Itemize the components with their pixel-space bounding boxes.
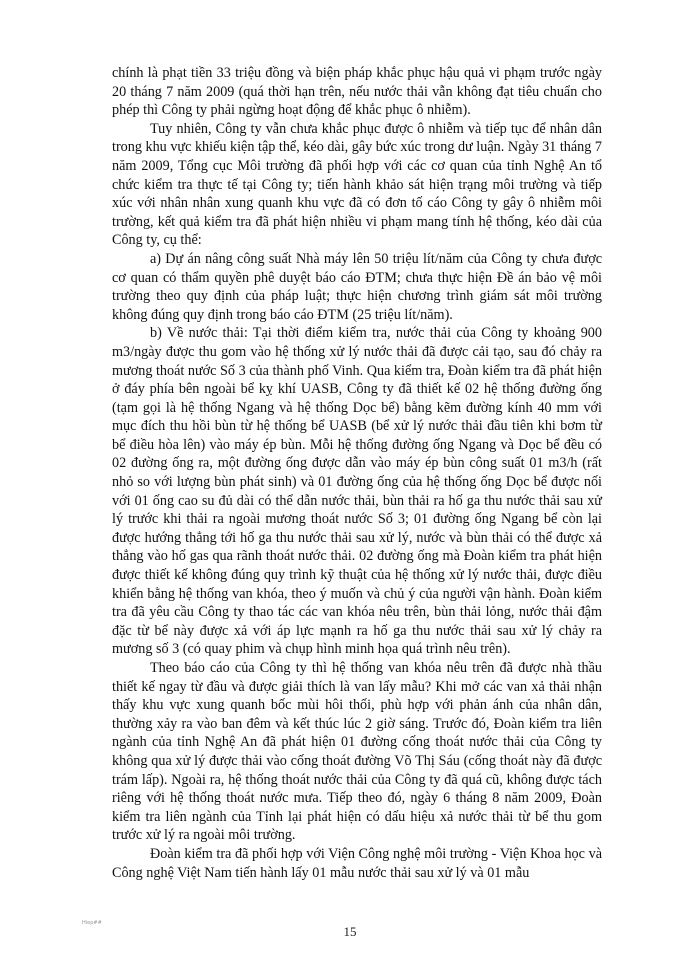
paragraph-item-a: a) Dự án nâng công suất Nhà máy lên 50 triệu lít/năm của Công ty chưa được cơ quan có thẩm quyền phê duyệt báo cáo ĐTM; chưa thực hiện Đề án bảo vệ môi trường theo quy định của pháp luật; thực hiện chương trình giám sát môi trường không đúng quy định trong báo cáo ĐTM (25 triệu lít/năm).	[112, 250, 602, 323]
paragraph: Tuy nhiên, Công ty vẫn chưa khắc phục được ô nhiễm và tiếp tục để nhân dân trong khu vực khiếu kiện tập thể, kéo dài, gây bức xúc trong dư luận. Ngày 31 tháng 7 năm 2009, Tổng cục Môi trường đã phối hợp với các cơ quan của tỉnh Nghệ An tổ chức kiểm tra thực tế tại Công ty; tiến hành khảo sát hiện trạng môi trường và tiếp xúc với nhân nhân xung quanh khu vực đã có đơn tố cáo Công ty gây ô nhiễm môi trường, kết quả kiểm tra đã phát hiện nhiều vi phạm mang tính hệ thống, kéo dài của Công ty, cụ thể:	[112, 120, 602, 249]
footer-mark: Hiep##	[82, 920, 102, 926]
page-number: 15	[343, 924, 357, 939]
paragraph: Đoàn kiểm tra đã phối hợp với Viện Công nghệ môi trường - Viện Khoa học và Công nghệ Việt Nam tiến hành lấy 01 mẫu nước thải sau xử lý và 01 mẫu	[112, 845, 602, 881]
paragraph: Theo báo cáo của Công ty thì hệ thống van khóa nêu trên đã được nhà thầu thiết kế ngay từ đầu và được giải thích là van lấy mẫu? Khi mở các van xả thải nhận thấy khu vực xung quanh bốc mùi hôi thối, phù hợp với phản ánh của nhân dân, thường xảy ra vào ban đêm và kết thúc lúc 2 giờ sáng. Trước đó, Đoàn kiểm tra liên ngành của tỉnh Nghệ An đã phát hiện 01 đường cống thoát nước thải của Công ty không qua xử lý được thải vào cống thoát đường Võ Thị Sáu (cống thoát này đã được trám lấp). Ngoài ra, hệ thống thoát nước thải của Công ty đã quá cũ, không được tách riêng với hệ thống thoát nước mưa. Tiếp theo đó, ngày 6 tháng 8 năm 2009, Đoàn kiểm tra liên ngành của Tỉnh lại phát hiện có dấu hiệu xả nước thải từ bể thu gom trước xử lý ra ngoài môi trường.	[112, 660, 602, 844]
paragraph-continuation: chính là phạt tiền 33 triệu đồng và biện pháp khắc phục hậu quả vi phạm trước ngày 20 tháng 7 năm 2009 (quá thời hạn trên, nếu nước thải vẫn không đạt tiêu chuẩn cho phép thì Công ty phải ngừng hoạt động để khắc phục ô nhiễm).	[112, 65, 602, 119]
body-text	[112, 64, 602, 882]
paragraph-item-b: b) Về nước thải: Tại thời điểm kiểm tra, nước thải của Công ty khoảng 900 m3/ngày được thu gom vào hệ thống xử lý nước thải đã được cải tạo, sau đó chảy ra mương thoát nước Số 3 của thành phố Vinh. Qua kiểm tra, Đoàn kiểm tra đã phát hiện ở đáy phía bên ngoài bể kỵ khí UASB, Công ty đã thiết kế 02 hệ thống đường ống (tạm gọi là hệ thống Ngang và hệ thống Dọc bể) bằng kẽm đường kính 40 mm với mục đích thu hồi bùn từ hệ thống bể UASB (bể xử lý nước thải đầu tiên khi bơm từ bể điều hòa lên) vào máy ép bùn. Mỗi hệ thống đường ống Ngang và Dọc bể đều có 02 đường ống ra, một đường ống được dẫn vào máy ép bùn công suất 01 m3/h (rất nhỏ so với lượng bùn phát sinh) và 01 đường ống của hệ thống ống Dọc bể được nối với 01 ống cao su đủ dài có thể dẫn nước thải, bùn thải ra hố ga thu nước thải sau xử lý trước khi thải ra ngoài mương thoát nước Số 3; 01 đường ống Ngang bể còn lại được hướng thẳng tới hố ga thu nước thải sau xử lý, nước và bùn thải có thể được xả thẳng vào hố gas qua rãnh thoát nước thải. 02 đường ống mà Đoàn kiểm tra phát hiện được thiết kế không đúng quy trình kỹ thuật của hệ thống xử lý nước thải, được điều khiển bằng hệ thống van khóa, theo ý muốn và chủ ý của người vận hành. Đoàn kiểm tra đã yêu cầu Công ty thao tác các van khóa nêu trên, bùn thải lỏng, nước thải đậm đặc từ bể này được xả với áp lực mạnh ra hố ga thu nước thải sau xử lý chảy ra mương số 3 (có quay phim và chụp hình minh họa quá trình nêu trên).	[112, 325, 602, 658]
